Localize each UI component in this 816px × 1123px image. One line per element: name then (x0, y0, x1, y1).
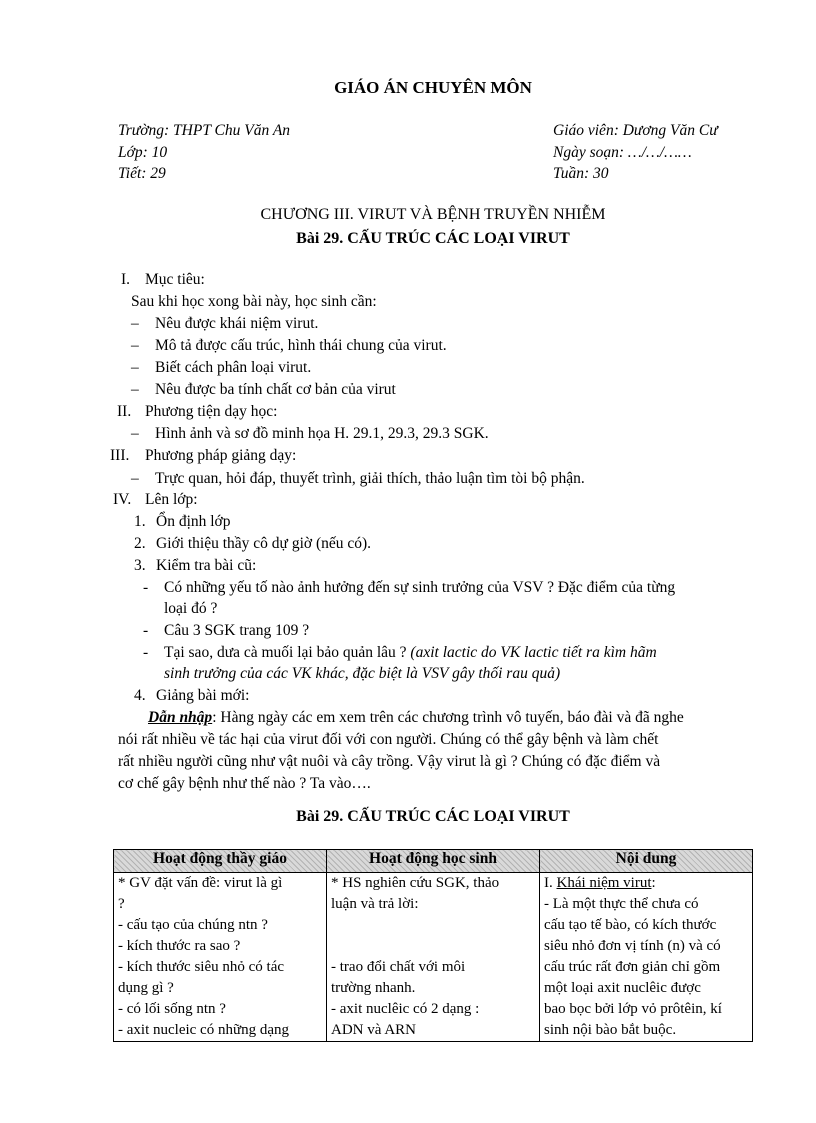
column-header-content: Nội dung (540, 850, 753, 873)
step-text: Kiểm tra bài cũ: (156, 557, 257, 574)
cell-line (331, 915, 535, 936)
step-text: Giảng bài mới: (156, 687, 250, 704)
intro-paragraph-line (148, 709, 684, 727)
document-title: GIÁO ÁN CHUYÊN MÔN (334, 78, 532, 97)
cell-line: một loại axit nuclêic được (544, 980, 701, 996)
sec1-item: Nêu được ba tính chất cơ bản của virut (155, 381, 396, 398)
sec2-item: Hình ảnh và sơ đồ minh họa H. 29.1, 29.3, 29.3 SGK. (155, 425, 489, 442)
sec1-title: Mục tiêu: (145, 271, 205, 288)
info-period: Tiết: 29 (118, 165, 166, 182)
review-question-2: Câu 3 SGK trang 109 ? (164, 622, 310, 639)
review-question-3-text: Tại sao, dưa cà muối lại bảo quản lâu ? (164, 644, 411, 661)
sec1-number: I. (121, 271, 131, 288)
intro-paragraph-line: cơ chế gây bệnh như thế nào ? Ta vào…. (118, 775, 371, 792)
review-question-1-cont: loại đó ? (164, 600, 218, 617)
step-number: 2. (134, 535, 146, 552)
teacher-activity-cell (114, 873, 327, 1042)
cell-line: - axit nuclêic có 2 dạng : (331, 1001, 480, 1017)
sec3-title: Phương pháp giảng dạy: (145, 447, 297, 464)
column-header-teacher: Hoạt động thầy giáo (114, 850, 327, 873)
sec3-number: III. (110, 447, 130, 464)
cell-line: luận và trả lời: (331, 896, 419, 912)
cell-line: trường nhanh. (331, 980, 416, 996)
content-cell (540, 873, 753, 1042)
review-question-1: Có những yếu tố nào ảnh hưởng đến sự sinh trưởng của VSV ? Đặc điểm của từng (164, 579, 676, 596)
info-week: Tuần: 30 (553, 165, 609, 182)
cell-line: ADN và ARN (331, 1022, 416, 1038)
sec4-number: IV. (113, 491, 132, 508)
cell-line: cấu tạo tế bào, có kích thước (544, 917, 717, 933)
step-number: 3. (134, 557, 146, 574)
cell-line: ? (118, 896, 125, 912)
info-teacher: Giáo viên: Dương Văn Cư (553, 122, 718, 139)
dash-bullet: – (131, 315, 139, 332)
table-header-row (114, 850, 753, 873)
sec1-intro: Sau khi học xong bài này, học sinh cần: (131, 293, 377, 310)
lesson-heading-repeat: Bài 29. CẤU TRÚC CÁC LOẠI VIRUT (296, 808, 570, 825)
hyphen-bullet: - (143, 622, 149, 639)
lesson-table (113, 849, 753, 1042)
dash-bullet: – (131, 337, 139, 354)
sec4-title: Lên lớp: (145, 491, 198, 508)
lesson-heading: Bài 29. CẤU TRÚC CÁC LOẠI VIRUT (296, 230, 570, 247)
chapter-heading: CHƯƠNG III. VIRUT VÀ BỆNH TRUYỀN NHIỄM (260, 206, 606, 223)
review-question-3-answer-cont: sinh trưởng của các VK khác, đặc biệt là VSV gây thối rau quả) (164, 665, 561, 682)
cell-line: - axit nucleic có những dạng (118, 1022, 289, 1038)
sec1-item: Biết cách phân loại virut. (155, 359, 312, 376)
hyphen-bullet: - (143, 579, 149, 596)
cell-line: * GV đặt vấn đề: virut là gì (118, 875, 283, 891)
sec2-number: II. (117, 403, 132, 420)
cell-line: - kích thước ra sao ? (118, 938, 241, 954)
info-grade: Lớp: 10 (118, 144, 168, 161)
content-heading-text: Khái niệm virut (556, 875, 652, 891)
step-number: 4. (134, 687, 146, 704)
sec1-item: Nêu được khái niệm virut. (155, 315, 319, 332)
step-text: Ổn định lớp (156, 513, 231, 530)
cell-line: - trao đổi chất với môi (331, 959, 466, 975)
intro-paragraph-line: nói rất nhiều về tác hại của virut đối với con người. Chúng có thể gây bệnh và làm chết (118, 731, 659, 748)
sec3-item: Trực quan, hỏi đáp, thuyết trình, giải thích, thảo luận tìm tòi bộ phận. (155, 470, 585, 487)
dash-bullet: – (131, 359, 139, 376)
review-question-3 (164, 644, 657, 662)
content-heading-colon: : (651, 875, 656, 891)
cell-line: dụng gì ? (118, 980, 174, 996)
info-school: Trường: THPT Chu Văn An (118, 122, 291, 139)
cell-line: * HS nghiên cứu SGK, thảo (331, 875, 500, 891)
intro-paragraph-line: rất nhiều người cũng như vật nuôi và cây trồng. Vậy virut là gì ? Chúng có đặc điểm và (118, 753, 661, 770)
cell-line: - kích thước siêu nhỏ có tác (118, 959, 285, 975)
cell-line: - có lối sống ntn ? (118, 1001, 226, 1017)
intro-text: : Hàng ngày các em xem trên các chương trình vô tuyến, báo đài và đã nghe (212, 709, 684, 726)
table-row (114, 873, 753, 1042)
cell-line: siêu nhỏ đơn vị tính (n) và có (544, 938, 721, 954)
student-activity-cell (327, 873, 540, 1042)
step-text: Giới thiệu thầy cô dự giờ (nếu có). (156, 535, 372, 552)
cell-line: bao bọc bởi lớp vỏ prôtêin, kí (544, 1001, 722, 1017)
content-heading-number: I. (544, 875, 557, 891)
sec2-title: Phương tiện dạy học: (145, 403, 278, 420)
review-question-3-answer: (axit lactic do VK lactic tiết ra kìm hãm (410, 644, 657, 661)
sec1-item: Mô tả được cấu trúc, hình thái chung của virut. (155, 337, 447, 354)
dash-bullet: – (131, 425, 139, 442)
cell-line: cấu trúc rất đơn giản chỉ gồm (544, 959, 721, 975)
cell-line: - cấu tạo của chúng ntn ? (118, 917, 268, 933)
dash-bullet: – (131, 470, 139, 487)
cell-line: - Là một thực thể chưa có (544, 896, 699, 912)
cell-line (331, 936, 535, 957)
intro-label: Dẫn nhập (148, 709, 213, 726)
step-number: 1. (134, 513, 146, 530)
content-heading (544, 873, 748, 894)
cell-line: sinh nội bào bắt buộc. (544, 1022, 677, 1038)
dash-bullet: – (131, 381, 139, 398)
column-header-student: Hoạt động học sinh (327, 850, 540, 873)
hyphen-bullet: - (143, 644, 149, 661)
info-date: Ngày soạn: …/…/…… (553, 144, 692, 161)
